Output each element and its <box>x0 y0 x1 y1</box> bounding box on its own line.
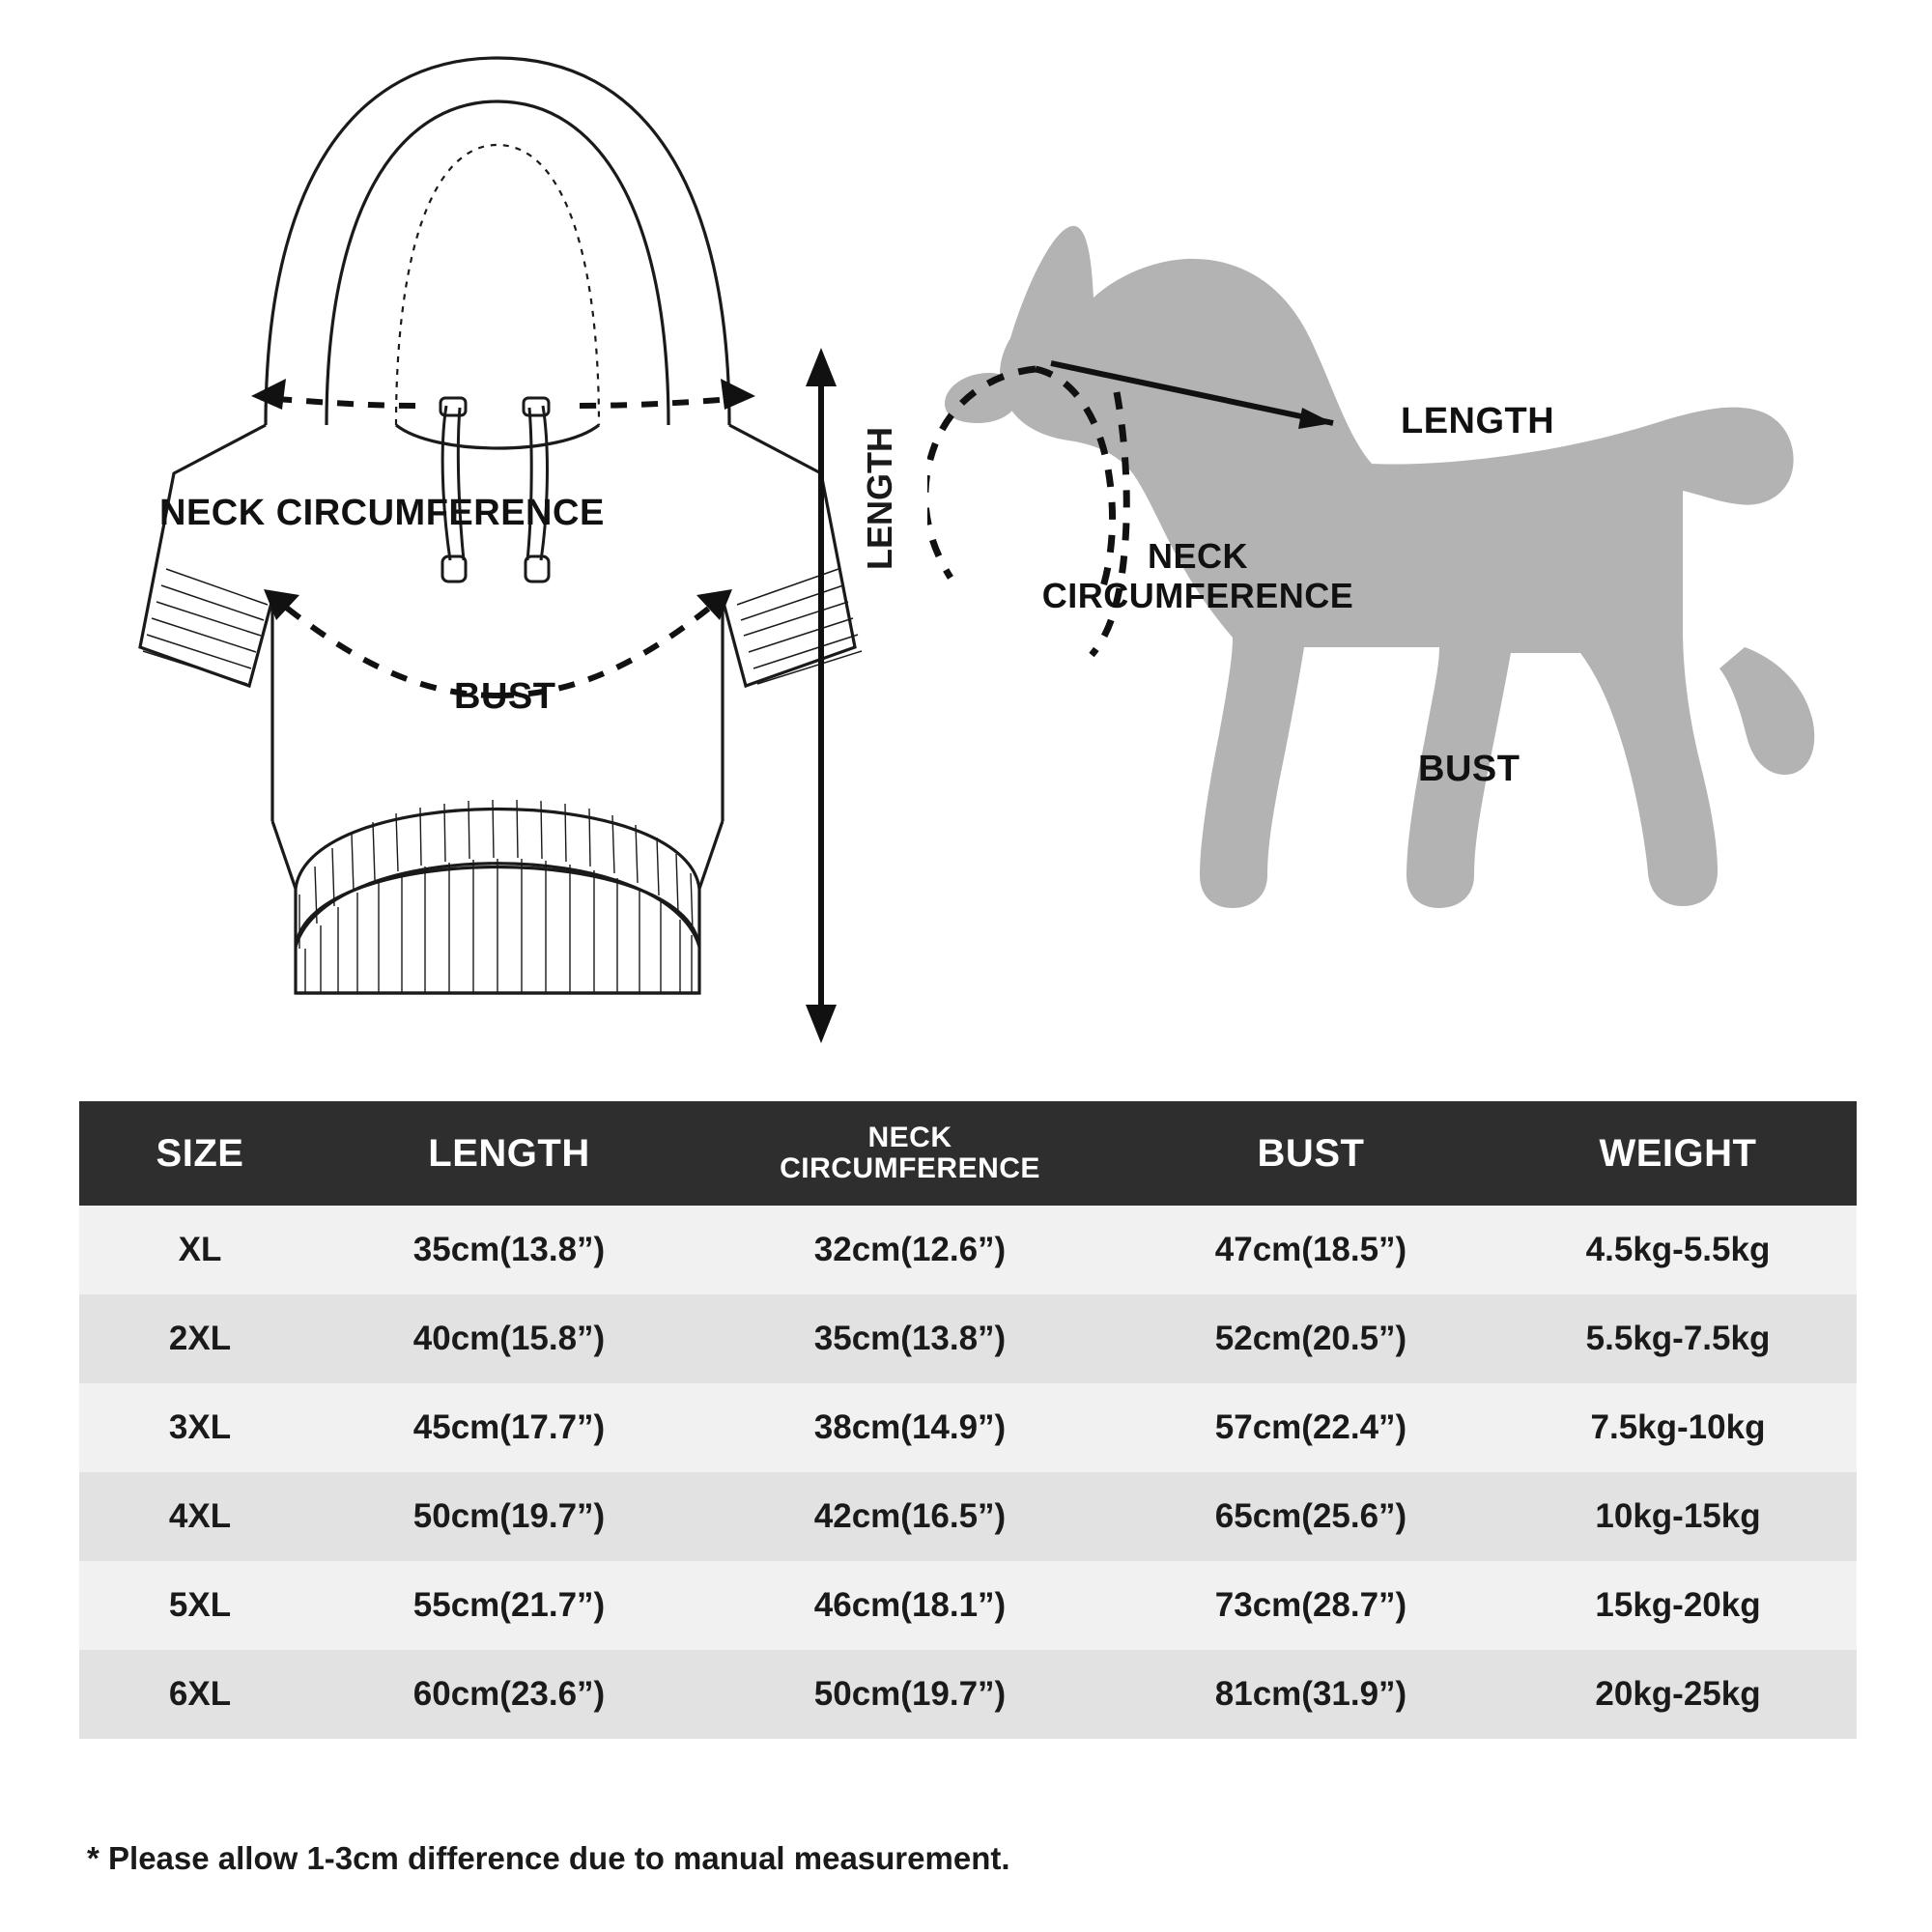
cell-weight: 15kg-20kg <box>1499 1561 1857 1650</box>
table-header-row <box>79 1101 1857 1206</box>
header-neck-circumference <box>697 1101 1122 1206</box>
dog-neck-label <box>1005 536 1391 615</box>
hoodie-diagram <box>106 19 898 1063</box>
cell-bust: 81cm(31.9”) <box>1122 1650 1499 1739</box>
size-table <box>79 1101 1857 1739</box>
dog-neck-label-line2: CIRCUMFERENCE <box>1041 576 1354 616</box>
table-row <box>79 1561 1857 1650</box>
dog-bust-label: BUST <box>1418 749 1520 789</box>
table-row <box>79 1206 1857 1294</box>
cell-weight: 10kg-15kg <box>1499 1472 1857 1561</box>
cell-length: 50cm(19.7”) <box>321 1472 697 1561</box>
header-length: LENGTH <box>321 1101 697 1206</box>
table-row <box>79 1383 1857 1472</box>
measurement-footnote: * Please allow 1-3cm difference due to manual measurement. <box>87 1840 1010 1876</box>
header-neck-line2: CIRCUMFERENCE <box>780 1151 1040 1184</box>
cell-neck: 42cm(16.5”) <box>697 1472 1122 1561</box>
header-neck-line1: NECK <box>867 1122 952 1153</box>
cell-neck: 32cm(12.6”) <box>697 1206 1122 1294</box>
cell-length: 35cm(13.8”) <box>321 1206 697 1294</box>
table-row <box>79 1472 1857 1561</box>
table-head <box>79 1101 1857 1206</box>
cell-neck: 35cm(13.8”) <box>697 1294 1122 1383</box>
hoodie-neck-label: NECK CIRCUMFERENCE <box>159 493 605 533</box>
dog-length-label: LENGTH <box>1401 401 1555 441</box>
header-size: SIZE <box>79 1101 321 1206</box>
hoodie-bust-label: BUST <box>454 676 556 717</box>
header-bust: BUST <box>1122 1101 1499 1206</box>
cell-neck: 38cm(14.9”) <box>697 1383 1122 1472</box>
cell-weight: 5.5kg-7.5kg <box>1499 1294 1857 1383</box>
cell-neck: 46cm(18.1”) <box>697 1561 1122 1650</box>
size-table-wrap <box>79 1101 1857 1739</box>
cell-size: 5XL <box>79 1561 321 1650</box>
header-weight: WEIGHT <box>1499 1101 1857 1206</box>
table-body <box>79 1206 1857 1739</box>
cell-bust: 65cm(25.6”) <box>1122 1472 1499 1561</box>
cell-bust: 47cm(18.5”) <box>1122 1206 1499 1294</box>
hoodie-length-label: LENGTH <box>860 427 899 570</box>
cell-length: 55cm(21.7”) <box>321 1561 697 1650</box>
cell-size: XL <box>79 1206 321 1294</box>
cell-weight: 4.5kg-5.5kg <box>1499 1206 1857 1294</box>
cell-weight: 20kg-25kg <box>1499 1650 1857 1739</box>
cell-size: 2XL <box>79 1294 321 1383</box>
dog-neck-label-line1: NECK <box>1147 536 1248 576</box>
table-row <box>79 1294 1857 1383</box>
cell-bust: 57cm(22.4”) <box>1122 1383 1499 1472</box>
cell-size: 3XL <box>79 1383 321 1472</box>
cell-length: 60cm(23.6”) <box>321 1650 697 1739</box>
cell-bust: 52cm(20.5”) <box>1122 1294 1499 1383</box>
cell-size: 6XL <box>79 1650 321 1739</box>
table-row <box>79 1650 1857 1739</box>
cell-neck: 50cm(19.7”) <box>697 1650 1122 1739</box>
cell-weight: 7.5kg-10kg <box>1499 1383 1857 1472</box>
cell-length: 45cm(17.7”) <box>321 1383 697 1472</box>
hoodie-svg <box>106 19 898 1063</box>
cell-length: 40cm(15.8”) <box>321 1294 697 1383</box>
cell-bust: 73cm(28.7”) <box>1122 1561 1499 1650</box>
cell-size: 4XL <box>79 1472 321 1561</box>
